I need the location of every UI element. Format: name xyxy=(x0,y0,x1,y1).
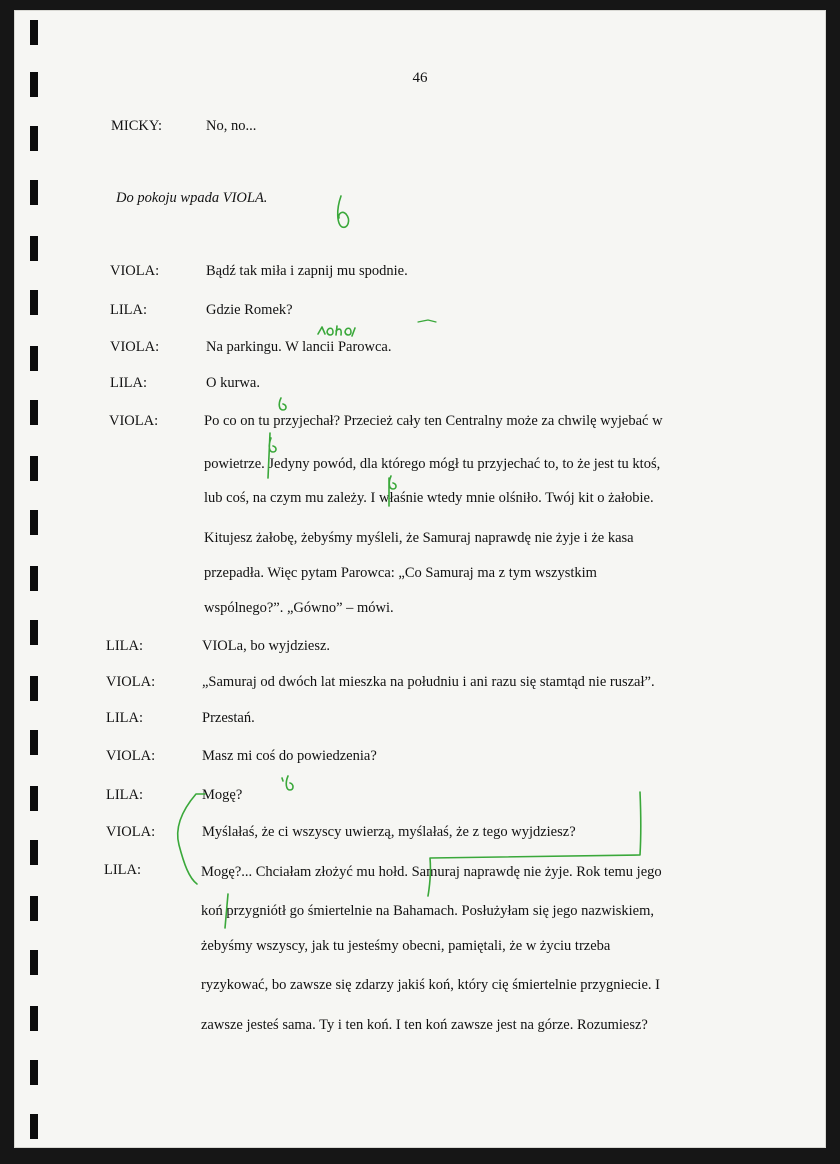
dialogue-text: powietrze. Jedyny powód, dla którego mógł tu przyjechać to, to że jest tu ktoś, xyxy=(204,456,661,472)
dialogue-text: „Samuraj od dwóch lat mieszka na południu i ani razu się stamtąd nie ruszał”. xyxy=(202,674,655,690)
dialogue-text: Mogę? xyxy=(202,787,243,803)
dialogue-text: No, no... xyxy=(206,118,257,134)
dialogue-text: ryzykować, bo zawsze się zdarzy jakiś koń, który cię śmiertelnie przygniecie. I xyxy=(201,977,660,993)
binding-hole xyxy=(30,510,38,535)
dialogue-text: żebyśmy wszyscy, jak tu jesteśmy obecni, pamiętali, że w życiu trzeba xyxy=(201,938,611,954)
binding-hole xyxy=(30,896,38,921)
binding-hole xyxy=(30,20,38,45)
binding-hole xyxy=(30,236,38,261)
stage-direction: Do pokoju wpada VIOLA. xyxy=(116,190,268,206)
binding-hole xyxy=(30,786,38,811)
dialogue-text: Bądź tak miła i zapnij mu spodnie. xyxy=(206,263,408,279)
binding-hole xyxy=(30,400,38,425)
dialogue-text: Po co on tu przyjechał? Przecież cały ten Centralny może za chwilę wyjebać w xyxy=(204,413,663,429)
dialogue-text: Przestań. xyxy=(202,710,255,726)
binding-hole xyxy=(30,620,38,645)
binding-hole xyxy=(30,456,38,481)
dialogue-text: zawsze jesteś sama. Ty i ten koń. I ten koń zawsze jest na górze. Rozumiesz? xyxy=(201,1017,648,1033)
binding-hole xyxy=(30,676,38,701)
speaker-label: LILA: xyxy=(106,638,144,654)
speaker-label: MICKY: xyxy=(111,118,163,134)
dialogue-text: przepadła. Więc pytam Parowca: „Co Samuraj ma z tym wszystkim xyxy=(204,565,597,581)
speaker-label: LILA: xyxy=(104,862,142,878)
dialogue-text: wspólnego?”. „Gówno” – mówi. xyxy=(204,600,394,616)
speaker-label: VIOLA: xyxy=(109,413,159,429)
binding-hole xyxy=(30,126,38,151)
speaker-label: VIOLA: xyxy=(110,339,160,355)
binding-hole xyxy=(30,72,38,97)
dialogue-text: koń przygniótł go śmiertelnie na Bahamach. Posłużyłam się jego nazwiskiem, xyxy=(201,903,655,919)
speaker-label: LILA: xyxy=(110,375,148,391)
speaker-label: LILA: xyxy=(106,710,144,726)
speaker-label: VIOLA: xyxy=(106,824,156,840)
dialogue-text: Kitujesz żałobę, żebyśmy myśleli, że Samuraj naprawdę nie żyje i że kasa xyxy=(204,530,634,546)
binding-hole xyxy=(30,1006,38,1031)
dialogue-text: Mogę?... Chciałam złożyć mu hołd. Samuraj naprawdę nie żyje. Rok temu jego xyxy=(201,864,662,880)
dialogue-text: Myślałaś, że ci wszyscy uwierzą, myślałaś, że z tego wyjdziesz? xyxy=(202,824,576,840)
binding-hole xyxy=(30,180,38,205)
dialogue-text: Na parkingu. W lancii Parowca. xyxy=(206,339,392,355)
speaker-label: LILA: xyxy=(106,787,144,803)
speaker-label: VIOLA: xyxy=(106,674,156,690)
speaker-label: LILA: xyxy=(110,302,148,318)
speaker-label: VIOLA: xyxy=(106,748,156,764)
binding-hole xyxy=(30,346,38,371)
binding-hole xyxy=(30,950,38,975)
binding-hole xyxy=(30,1114,38,1139)
dialogue-text: VIOLa, bo wyjdziesz. xyxy=(202,638,331,654)
dialogue-text: O kurwa. xyxy=(206,375,260,391)
binding-hole xyxy=(30,566,38,591)
binding-hole xyxy=(30,730,38,755)
dialogue-text: Gdzie Romek? xyxy=(206,302,293,318)
page-number: 46 xyxy=(412,70,428,86)
binding-hole xyxy=(30,290,38,315)
binding-hole xyxy=(30,1060,38,1085)
dialogue-text: Masz mi coś do powiedzenia? xyxy=(202,748,377,764)
binding-hole xyxy=(30,840,38,865)
dialogue-text: lub coś, na czym mu zależy. I właśnie wtedy mnie olśniło. Twój kit o żałobie. xyxy=(204,490,654,506)
speaker-label: VIOLA: xyxy=(110,263,160,279)
